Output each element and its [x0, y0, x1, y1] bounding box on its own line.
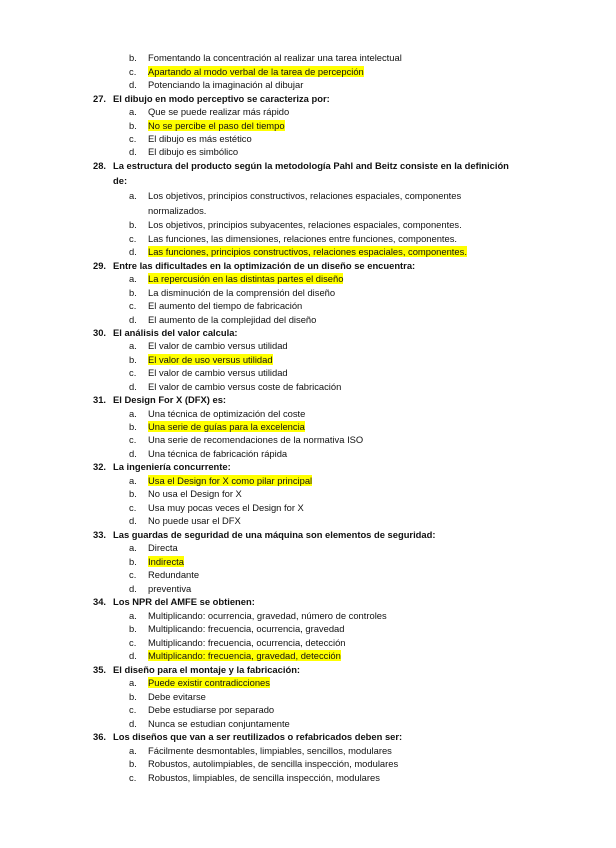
- option-a: a. Fácilmente desmontables, limpiables, sencillos, modulares: [129, 745, 392, 756]
- option-a: a. Una técnica de optimización del coste: [129, 408, 306, 419]
- question-28: 28. La estructura del producto según la metodología Pahl and Beitz consiste en la definición: [93, 160, 509, 171]
- question-28-cont: de:: [113, 175, 128, 186]
- option-b: b. Indirecta: [129, 556, 184, 567]
- option-a: a. Multiplicando: ocurrencia, gravedad, número de controles: [129, 610, 387, 621]
- option-b: b. El valor de uso versus utilidad: [129, 354, 273, 365]
- option-c: c. Una serie de recomendaciones de la normativa ISO: [129, 434, 364, 445]
- option-a: a. Usa el Design for X como pilar principal: [129, 475, 313, 486]
- option-d: d. Una técnica de fabricación rápida: [129, 448, 288, 459]
- option-c: c. Las funciones, las dimensiones, relaciones entre funciones, componentes.: [129, 233, 458, 244]
- option-b: b. Fomentando la concentración al realizar una tarea intelectual: [129, 52, 402, 63]
- option-b: b. Los objetivos, principios subyacentes, relaciones espaciales, componentes.: [129, 219, 462, 230]
- option-text-highlighted: Apartando al modo verbal de la tarea de percepción: [148, 66, 364, 77]
- option-a: a. Puede existir contradicciones: [129, 677, 270, 688]
- option-b: b. No se percibe el paso del tiempo: [129, 120, 285, 131]
- question-36: 36. Los diseños que van a ser reutilizados o refabricados deben ser:: [93, 731, 403, 742]
- option-c: c. El valor de cambio versus utilidad: [129, 367, 288, 378]
- option-d: d. Potenciando la imaginación al dibujar: [129, 79, 304, 90]
- question-29: 29. Entre las dificultades en la optimización de un diseño se encuentra:: [93, 260, 416, 271]
- option-c: c. El aumento del tiempo de fabricación: [129, 300, 303, 311]
- question-33: 33. Las guardas de seguridad de una máquina son elementos de seguridad:: [93, 529, 436, 540]
- option-text: Fomentando la concentración al realizar una tarea intelectual: [148, 52, 402, 63]
- option-b: b. La disminución de la comprensión del diseño: [129, 287, 336, 298]
- question-30: 30. El análisis del valor calcula:: [93, 327, 238, 338]
- option-b: b. Debe evitarse: [129, 691, 206, 702]
- option-d: d. Multiplicando: frecuencia, gravedad, detección: [129, 650, 341, 661]
- question-31: 31. El Design For X (DFX) es:: [93, 394, 227, 405]
- option-b: b. Robustos, autolimpiables, de sencilla inspección, modulares: [129, 758, 399, 769]
- option-c: c. Apartando al modo verbal de la tarea de percepción: [129, 66, 364, 77]
- option-b: b. Multiplicando: frecuencia, ocurrencia, gravedad: [129, 623, 345, 634]
- option-d: d. No puede usar el DFX: [129, 515, 241, 526]
- option-c: c. Robustos, limpiables, de sencilla inspección, modulares: [129, 772, 380, 783]
- option-a-cont: normalizados.: [148, 205, 207, 216]
- question-34: 34. Los NPR del AMFE se obtienen:: [93, 596, 255, 607]
- option-d: d. El valor de cambio versus coste de fabricación: [129, 381, 342, 392]
- option-c: c. Debe estudiarse por separado: [129, 704, 275, 715]
- option-d: d. Nunca se estudian conjuntamente: [129, 718, 290, 729]
- option-c: c. Usa muy pocas veces el Design for X: [129, 502, 304, 513]
- option-b: b. No usa el Design for X: [129, 488, 242, 499]
- option-a: a. Los objetivos, principios constructivos, relaciones espaciales, componentes: [129, 190, 462, 201]
- option-a: a. La repercusión en las distintas partes el diseño: [129, 273, 344, 284]
- option-c: c. Multiplicando: frecuencia, ocurrencia, detección: [129, 637, 346, 648]
- option-d: d. Las funciones, principios constructivos, relaciones espaciales, componentes.: [129, 246, 467, 257]
- option-b: b. Una serie de guías para la excelencia: [129, 421, 305, 432]
- option-a: a. Directa: [129, 542, 178, 553]
- option-d: d. El aumento de la complejidad del diseño: [129, 314, 317, 325]
- option-d: d. El dibujo es simbólico: [129, 146, 239, 157]
- question-32: 32. La ingeniería concurrente:: [93, 461, 231, 472]
- option-c: c. El dibujo es más estético: [129, 133, 252, 144]
- question-35: 35. El diseño para el montaje y la fabricación:: [93, 664, 301, 675]
- option-a: a. El valor de cambio versus utilidad: [129, 340, 288, 351]
- option-d: d. preventiva: [129, 583, 192, 594]
- option-a: a. Que se puede realizar más rápido: [129, 106, 290, 117]
- option-text: Potenciando la imaginación al dibujar: [148, 79, 304, 90]
- option-c: c. Redundante: [129, 569, 200, 580]
- question-27: 27. El dibujo en modo perceptivo se caracteriza por:: [93, 93, 330, 104]
